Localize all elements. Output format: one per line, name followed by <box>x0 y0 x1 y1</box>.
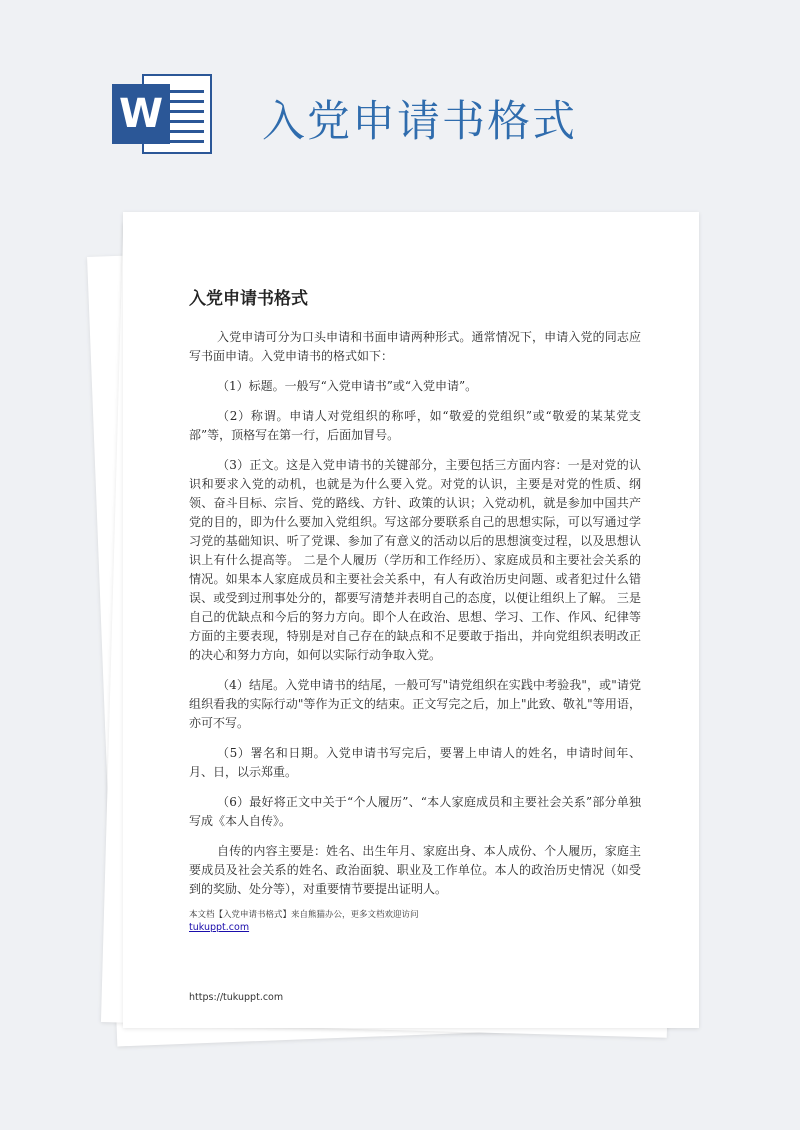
document-body <box>189 328 641 910</box>
paragraph-title-rule: （1）标题。一般写“入党申请书”或“入党申请”。 <box>217 379 478 393</box>
source-link[interactable]: tukuppt.com <box>189 922 250 933</box>
word-document-icon <box>112 70 214 158</box>
page-footer-url: https://tukuppt.com <box>189 992 284 1003</box>
paragraph-autobiography-rule: （6）最好将正文中关于“个人履历”、“本人家庭成员和主要社会关系”部分单独写成《本人自传》。 <box>189 795 641 828</box>
paragraph-ending-rule: （4）结尾。入党申请书的结尾，一般可写"请党组织在实践中考验我"，或"请党组织看我的实际行动"等作为正文的结束。正文写完之后，加上"此致、敬礼"等用语，亦可不写。 <box>189 678 641 730</box>
document-title: 入党申请书格式 <box>189 289 308 309</box>
paragraph-body-rule: （3）正文。这是入党申请书的关键部分，主要包括三方面内容：一是对党的认识和要求入党的动机，也就是为什么要入党。对党的认识，主要是对党的性质、纲领、奋斗目标、宗旨、党的路线、方针、政策的认识；入党动机，就是参加中国共产党的目的，即为什么要加入党组织。写这部分要联系自己的思想实际，可以写通过学习党的基础知识、听了党课、参加了有意义的活动以后的思想演变过程，以及思想认识上有什么提高等。 二是个人履历（学历和工作经历）、家庭成员和主要社会关系的情况。如果本人家庭成员和主要社会关系中，有人有政治历史问题、或者犯过什么错误、或受到过刑事处分的，都要写清楚并表明自己的态度，以便让组织上了解。 三是自己的优缺点和今后的努力方向。即个人在政治、思想、学习、工作、作风、纪律等方面的主要表现，特别是对自己存在的缺点和不足要敢于指出，并向党组织表明改正的决心和努力方向，如何以实际行动争取入党。 <box>189 458 641 662</box>
word-w-letter: W <box>112 84 170 144</box>
paragraph-intro: 入党申请可分为口头申请和书面申请两种形式。通常情况下，申请入党的同志应写书面申请。入党申请书的格式如下： <box>189 330 641 363</box>
banner-title: 入党申请书格式 <box>262 97 577 147</box>
header-banner <box>0 0 800 200</box>
document-page <box>123 212 699 1028</box>
paragraph-signature-rule: （5）署名和日期。入党申请书写完后，要署上申请人的姓名，申请时间年、月、日，以示郑重。 <box>189 746 641 779</box>
source-note: 本文档【入党申请书格式】来自熊猫办公，更多文档欢迎访问 <box>189 910 419 920</box>
paragraph-autobiography-content: 自传的内容主要是：姓名、出生年月、家庭出身、本人成份、个人履历，家庭主要成员及社会关系的姓名、政治面貌、职业及工作单位。本人的政治历史情况（如受到的奖励、处分等），对重要情节要提出证明人。 <box>189 844 641 896</box>
paragraph-salutation-rule: （2）称谓。申请人对党组织的称呼，如“敬爱的党组织”或“敬爱的某某党支部”等，顶格写在第一行，后面加冒号。 <box>189 409 641 442</box>
